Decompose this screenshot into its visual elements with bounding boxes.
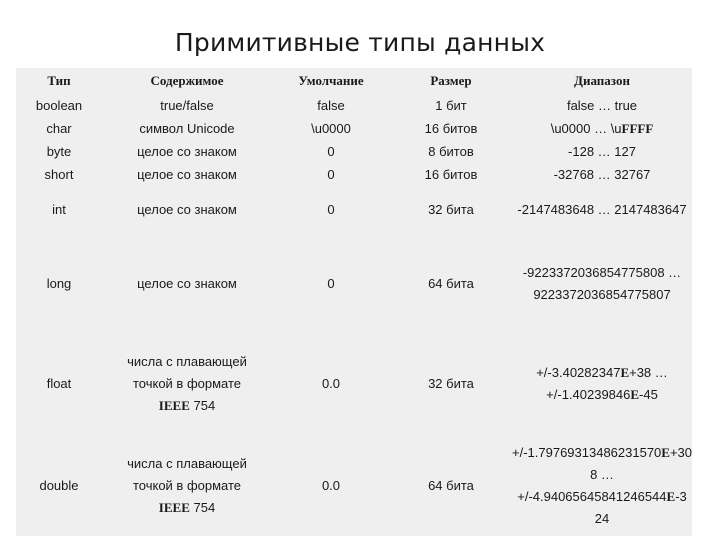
cell-range: -32768 … 32767 <box>553 166 651 182</box>
range-text: +30 <box>669 445 693 460</box>
cell-size: 32 бита <box>428 376 474 391</box>
cell-range: false … true <box>566 97 638 113</box>
cell-type: boolean <box>35 97 83 113</box>
cell-default: 0.0 <box>321 376 341 391</box>
range-text: +38 … <box>629 365 668 380</box>
range-text: +/-1.40239846 <box>546 387 631 402</box>
range-bold: E <box>666 489 676 504</box>
content-text: 754 <box>189 500 216 515</box>
table-row <box>16 186 692 234</box>
header-size: Размер <box>430 73 472 88</box>
range-bold: E <box>661 445 670 460</box>
content-line: точкой в формате <box>132 376 242 391</box>
cell-size: 64 бита <box>428 478 474 493</box>
range-line <box>512 442 692 464</box>
content-line: числа с плавающей <box>127 354 247 369</box>
table-row <box>16 434 692 538</box>
cell-content: целое со знаком <box>137 276 237 291</box>
range-line <box>512 362 692 384</box>
cell-size: 32 бита <box>428 202 474 217</box>
range-text: +/-3.40282347 <box>536 365 621 380</box>
table-row <box>16 94 692 117</box>
cell-type: byte <box>46 143 72 159</box>
content-line: точкой в формате <box>132 478 242 493</box>
header-content: Содержимое <box>150 73 224 88</box>
cell-range <box>512 334 692 434</box>
cell-range: -2147483648 … 2147483647 <box>517 202 687 217</box>
cell-default: false <box>317 97 345 113</box>
cell-default: \u0000 <box>311 120 351 136</box>
cell-default: 0.0 <box>321 478 341 493</box>
table-row <box>16 234 692 334</box>
cell-content: целое со знаком <box>137 202 237 217</box>
header-type: Тип <box>47 73 71 88</box>
table-row <box>16 140 692 163</box>
range-text: +/-1.79769313486231570 <box>512 445 662 460</box>
content-line <box>102 395 272 417</box>
range-line <box>512 384 692 406</box>
content-text: 754 <box>189 398 216 413</box>
cell-range <box>512 434 692 538</box>
range-line: -9223372036854775808 … <box>522 265 682 280</box>
range-line <box>512 486 692 508</box>
range-line: 24 <box>594 511 610 526</box>
cell-range: -128 … 127 <box>568 143 636 159</box>
range-bold: E <box>630 387 640 402</box>
table-row <box>16 334 692 434</box>
header-range: Диапазон <box>574 73 630 88</box>
range-bold: E <box>620 365 630 380</box>
range-text: \u0000 … \u <box>550 120 622 136</box>
cell-type: double <box>39 478 79 493</box>
cell-default: 0 <box>327 166 335 182</box>
cell-size: 1 бит <box>435 97 467 113</box>
cell-type: float <box>46 376 72 391</box>
range-line: 8 … <box>590 467 614 482</box>
range-text: -45 <box>639 387 658 402</box>
cell-default: 0 <box>327 276 335 291</box>
cell-size: 8 битов <box>428 143 474 159</box>
cell-content: символ Unicode <box>139 120 235 136</box>
cell-type: long <box>46 276 72 291</box>
content-line: числа с плавающей <box>127 456 247 471</box>
range-line: 9223372036854775807 <box>533 287 671 302</box>
cell-size: 16 битов <box>424 120 478 136</box>
table-row <box>16 117 692 140</box>
content-line <box>102 497 272 519</box>
cell-type: int <box>52 202 66 217</box>
cell-content: true/false <box>160 97 214 113</box>
range-text: +/-4.94065645841246544 <box>517 489 667 504</box>
cell-content <box>102 434 272 538</box>
cell-type: short <box>44 166 74 182</box>
cell-range <box>512 117 692 140</box>
slide-title: Примитивные типы данных <box>174 28 546 57</box>
cell-range <box>512 234 692 334</box>
content-bold: IEEE <box>158 500 190 515</box>
cell-content: целое со знаком <box>137 143 237 159</box>
cell-default: 0 <box>327 202 335 217</box>
table-header-row <box>16 68 692 94</box>
range-bold: FFFF <box>621 120 654 136</box>
content-bold: IEEE <box>158 398 190 413</box>
table-row <box>16 163 692 186</box>
cell-size: 16 битов <box>424 166 478 182</box>
header-default: Умолчание <box>298 73 364 88</box>
cell-type: char <box>46 120 72 136</box>
cell-content: целое со знаком <box>137 166 237 182</box>
cell-size: 64 бита <box>428 276 474 291</box>
primitive-types-table <box>16 68 692 536</box>
cell-content <box>102 334 272 434</box>
cell-default: 0 <box>327 143 335 159</box>
range-text: -3 <box>675 489 687 504</box>
